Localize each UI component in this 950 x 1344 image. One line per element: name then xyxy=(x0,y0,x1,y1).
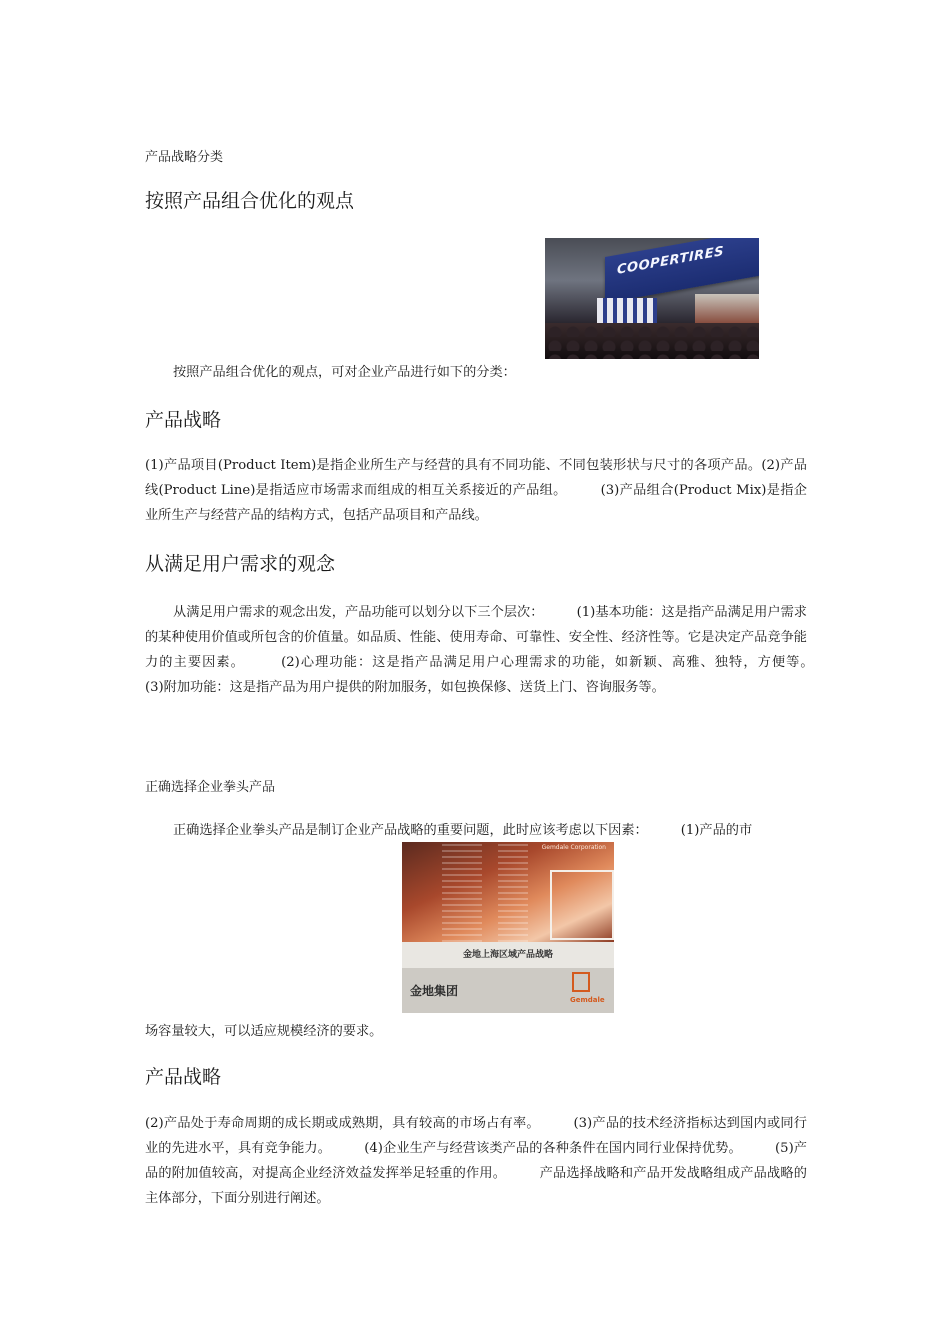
trade-show-photo xyxy=(545,238,759,359)
cover-bottom xyxy=(402,968,614,1013)
paragraph-user-needs: 从满足用户需求的观念出发，产品功能可以划分以下三个层次： (1)基本功能：这是指产品满足用户需求的某种使用价值或所包含的价值量。如品质、性能、使用寿命、可靠性、安全性、经济性等。它是决定产品竞争能力的主要因素。 (2)心理功能：这是指产品满足用户心理需求的功能，如新颖、高雅、独特，方便等。 (3)附加功能：这是指产品为用户提供的附加服务，如包换保修、送货上门、咨询服务等。 xyxy=(145,605,847,695)
cover-frame xyxy=(550,870,614,940)
book-cover-image xyxy=(402,842,614,1013)
paragraph-fist-product-end: 场容量较大，可以适应规模经济的要求。 xyxy=(145,1024,383,1039)
cover-top xyxy=(402,842,614,942)
cover-title: 金地上海区域产品战略 xyxy=(402,942,614,968)
paragraph-fist-product-start: 正确选择企业拳头产品是制订企业产品战略的重要问题，此时应该考虑以下因素： (1)产品的市 xyxy=(173,823,753,838)
cover-corp-text: Gemdale Corporation xyxy=(541,844,606,851)
section-label-fist-product: 正确选择企业拳头产品 xyxy=(145,780,276,795)
heading-portfolio: 按照产品组合优化的观点 xyxy=(145,190,355,212)
paragraph-product-items: (1)产品项目(Product Item)是指企业所生产与经营的具有不同功能、不同包装形状与尺寸的各项产品。(2)产品线(Product Line)是指适应市场需求而组成的相互关系接近的产品组。 (3)产品组合(Product Mix)是指企业所生产与经营产品的结构方式，包括产品项目和产品线。 xyxy=(145,458,807,523)
banner-text: COOPERTIRES xyxy=(617,244,724,278)
heading-user-needs: 从满足用户需求的观念 xyxy=(145,553,336,575)
paragraph-final: (2)产品处于寿命周期的成长期或成熟期，具有较高的市场占有率。 (3)产品的技术经济指标达到国内或同行业的先进水平，具有竞争能力。 (4)企业生产与经营该类产品的各种条件在国内同行业保持优势。 (5)产品的附加值较高，对提高企业经济效益发挥举足轻重的作用。 产品选择战略和产品开发战略组成产品战略的主体部分，下面分别进行阐述。 xyxy=(145,1116,807,1206)
section-label: 产品战略分类 xyxy=(145,150,224,165)
tower-2 xyxy=(498,842,528,942)
cover-logo-text: Gemdale xyxy=(570,996,605,1004)
cover-brand: 金地集团 xyxy=(410,984,459,998)
heading-product-strategy: 产品战略 xyxy=(145,409,222,431)
tower-1 xyxy=(442,842,482,942)
gemdale-logo-icon xyxy=(572,972,590,992)
crowd xyxy=(545,323,759,359)
intro-paragraph: 按照产品组合优化的观点，可对企业产品进行如下的分类： xyxy=(173,365,516,380)
heading-product-strategy-2: 产品战略 xyxy=(145,1066,222,1088)
